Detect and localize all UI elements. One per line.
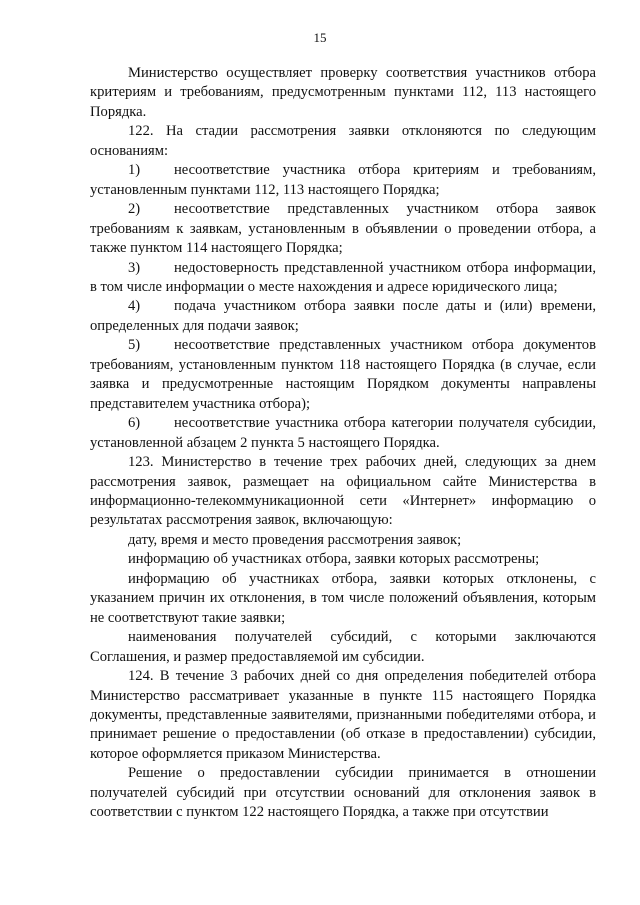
list-item-text: несоответствие представленных участником отбора документов требованиям, установленным пунктом 118 настоящего Порядка (в случае, если заявка и предусмотренные настоящим Порядком документы направлены представителем участника отбора); — [90, 337, 596, 412]
list-item-number: 4) — [128, 298, 141, 315]
page-number: 15 — [313, 30, 327, 45]
paragraph: Решение о предоставлении субсидии принимается в отношении получателей субсидий при отсутствии оснований для отклонения заявок в соответствии с пунктом 122 настоящего Порядка, а также при отсутствии — [90, 765, 596, 821]
paragraph: наименования получателей субсидий, с которыми заключаются Соглашения, и размер предоставляемой им субсидии. — [90, 629, 596, 665]
list-item-text: недостоверность представленной участником отбора информации, в том числе информации о месте нахождения и адресе юридического лица; — [90, 259, 596, 295]
list-item-text: несоответствие участника отбора категории получателя субсидии, установленной абзацем 2 пункта 5 настоящего Порядка. — [90, 415, 596, 451]
list-item — [90, 297, 596, 336]
paragraph: Министерство осуществляет проверку соответствия участников отбора критериям и требованиям, предусмотренным пунктами 112, 113 настоящего Порядка. — [90, 65, 596, 120]
paragraph-122: 122. На стадии рассмотрения заявки отклоняются по следующим основаниям: — [90, 123, 596, 159]
paragraph-124: 124. В течение 3 рабочих дней со дня определения победителей отбора Министерство рассматривает указанные в пункте 115 настоящего Порядка документы, представленные заявителями, признанными победителями отбора, и принимает решение о предоставлении (об отказе в предоставлении) субсидии, которое оформляется приказом Министерства. — [90, 668, 596, 762]
paragraph: дату, время и место проведения рассмотрения заявок; — [128, 531, 462, 548]
list-item-text: подача участником отбора заявки после даты и (или) времени, определенных для подачи заявок; — [90, 298, 596, 334]
paragraph-123: 123. Министерство в течение трех рабочих дней, следующих за днем рассмотрения заявок, размещает на официальном сайте Министерства в информационно-телекоммуникационной сети «Интернет» информацию о результатах рассмотрения заявок, включающую: — [90, 454, 596, 529]
list-item — [90, 336, 596, 414]
document-body — [90, 64, 596, 823]
list-item-number: 1) — [128, 162, 141, 179]
list-item-number: 5) — [128, 337, 141, 354]
list-item — [90, 259, 596, 298]
list-item-number: 3) — [128, 259, 141, 276]
list-item — [90, 161, 596, 200]
list-item — [90, 414, 596, 453]
list-item-number: 2) — [128, 201, 141, 218]
paragraph: информацию об участниках отбора, заявки которых рассмотрены; — [128, 551, 540, 568]
list-item-text: несоответствие участника отбора критериям и требованиям, установленным пунктами 112, 113 настоящего Порядка; — [90, 162, 596, 198]
list-item — [90, 200, 596, 258]
paragraph: информацию об участниках отбора, заявки которых отклонены, с указанием причин их отклонения, в том числе положений объявления, которым не соответствуют такие заявки; — [90, 570, 596, 626]
list-item-number: 6) — [128, 415, 141, 432]
list-item-text: несоответствие представленных участником отбора заявок требованиям к заявкам, установленным в объявлении о проведении отбора, а также пунктом 114 настоящего Порядка; — [90, 201, 596, 257]
